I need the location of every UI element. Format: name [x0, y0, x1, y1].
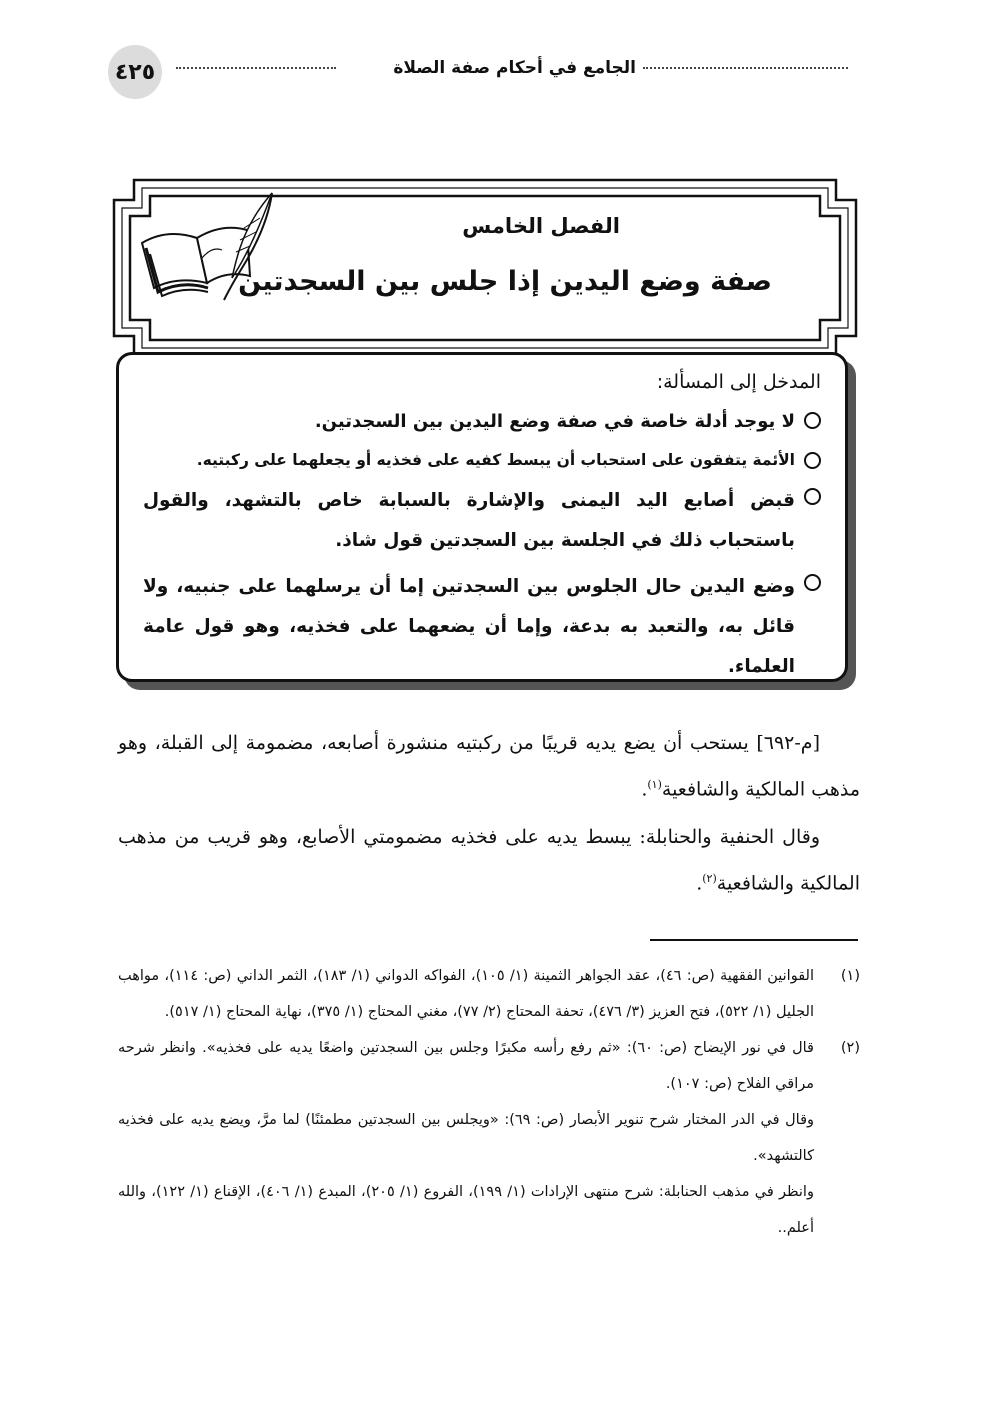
- chapter-subtitle: صفة وضع اليدين إذا جلس بين السجدتين: [238, 266, 772, 297]
- intro-heading: المدخل إلى المسألة:: [656, 371, 821, 393]
- book-title: الجامع في أحكام صفة الصلاة: [393, 58, 636, 78]
- footnote-text: قال في نور الإيضاح (ص: ٦٠): «ثم رفع رأسه مكبرًا وجلس بين السجدتين واضعًا يديه على فخذيه». وانظر شرحه مراقي الفلاح (ص: ١٠٧).: [118, 1040, 814, 1092]
- footnote-number: (١): [840, 968, 860, 984]
- footnote-separator: [650, 939, 858, 941]
- footnote-text: وقال في الدر المختار شرح تنوير الأبصار (ص: ٦٩): «ويجلس بين السجدتين مطمئنًا) لما مرَّ، ويضع يديه على فخذيه كالتشهد».: [118, 1112, 815, 1164]
- intro-item: [143, 445, 821, 475]
- intro-item: [143, 481, 821, 561]
- page-header: [108, 42, 848, 102]
- footnote-ref[interactable]: (١): [647, 778, 662, 791]
- intro-item-text: الأئمة يتفقون على استحباب أن يبسط كفيه على فخذيه أو يجعلهما على ركبتيه.: [196, 451, 795, 469]
- intro-item: [143, 405, 821, 439]
- footnote-text: وانظر في مذهب الحنابلة: شرح منتهى الإرادات (١/ ١٩٩)، الفروع (١/ ٢٠٥)، المبدع (١/ ٤٠٦)، الإقناع (١/ ١٢٢)، والله أعلم..: [118, 1184, 814, 1236]
- circle-bullet-icon: [804, 488, 821, 505]
- main-text: [118, 722, 860, 911]
- circle-bullet-icon: [804, 412, 821, 429]
- header-dots-left: [176, 67, 336, 69]
- footnote-ref[interactable]: (٢): [702, 872, 717, 886]
- intro-item-text: وضع اليدين حال الجلوس بين السجدتين إما أن يرسلهما على جنبيه، ولا قائل به، والتعبد به بدعة، وإما أن يضعهما على فخذيه، وهو قول عامة العلماء.: [143, 576, 795, 677]
- footnote: [118, 958, 860, 1030]
- footnote: [118, 1030, 860, 1246]
- chapter-title-frame: [112, 178, 858, 358]
- circle-bullet-icon: [804, 574, 821, 591]
- intro-item-text: قبض أصابع اليد اليمنى والإشارة بالسبابة خاص بالتشهد، والقول باستحباب ذلك في الجلسة بين السجدتين قول شاذ.: [143, 490, 795, 551]
- page-number: ٤٢٥: [108, 45, 162, 99]
- footnote-number: (٢): [840, 1040, 860, 1056]
- footnotes: [118, 958, 860, 1246]
- intro-summary-box: [116, 352, 848, 682]
- body-paragraph: وقال الحنفية والحنابلة: يبسط يديه على فخذيه مضمومتي الأصابع، وهو قريب من مذهب المالكية والشافعية$^{(٢)}$.: [118, 826, 860, 895]
- circle-bullet-icon: [804, 452, 821, 469]
- intro-item-text: لا يوجد أدلة خاصة في صفة وضع اليدين بين السجدتين.: [314, 411, 795, 432]
- body-paragraph: [م-٦٩٢] يستحب أن يضع يديه قريبًا من ركبتيه منشورة أصابعه، مضمومة إلى القبلة، وهو مذهب المالكية والشافعية$^{(١)}$.: [118, 732, 860, 801]
- intro-item: [143, 567, 821, 687]
- footnote-text: القوانين الفقهية (ص: ٤٦)، عقد الجواهر الثمينة (١/ ١٠٥)، الفواكه الدواني (١/ ١٨٣)، الثمر الداني (ص: ١١٤)، مواهب الجليل (١/ ٥٢٢)، فتح العزيز (٣/ ٤٧٦)، تحفة المحتاج (٢/ ٧٧)، مغني المحتاج (١/ ٣٧٥)، نهاية المحتاج (١/ ٥١٧).: [118, 968, 814, 1020]
- chapter-title: الفصل الخامس: [462, 214, 620, 238]
- header-dots-right: [643, 67, 848, 69]
